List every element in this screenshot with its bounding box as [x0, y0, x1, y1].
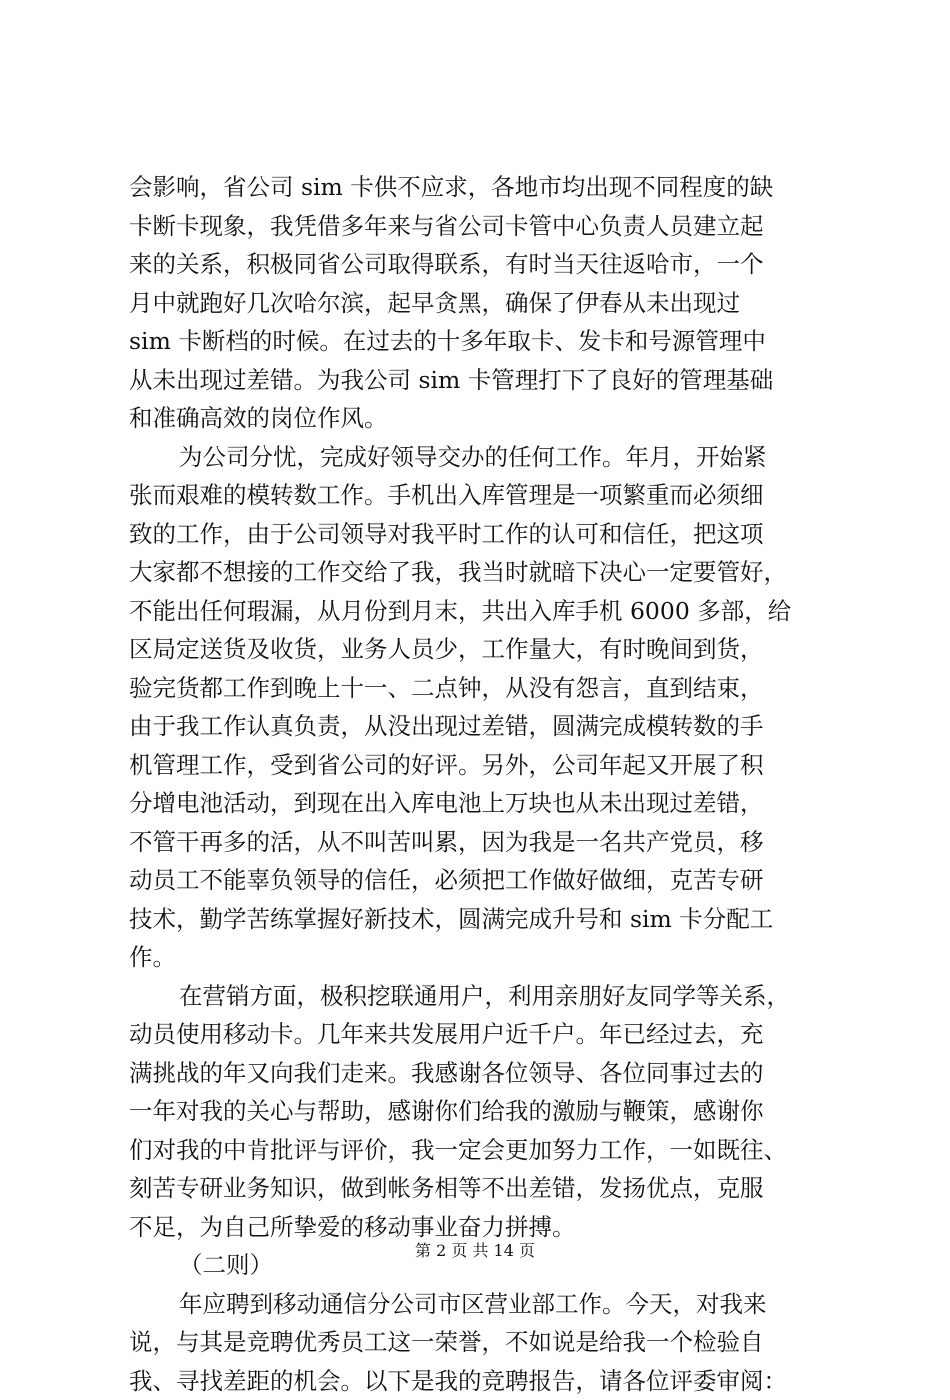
text-line: 一年对我的关心与帮助，感谢你们给我的激励与鞭策，感谢你	[129, 1092, 839, 1131]
paragraph-start-line: 为公司分忧，完成好领导交办的任何工作。年月，开始紧	[129, 438, 839, 477]
section-heading: （二则）	[129, 1246, 839, 1285]
text-line: 来的关系，积极同省公司取得联系，有时当天往返哈市，一个	[129, 245, 839, 284]
text-line: 们对我的中肯批评与评价，我一定会更加努力工作，一如既往、	[129, 1131, 839, 1170]
text-line: 和准确高效的岗位作风。	[129, 399, 839, 438]
text-line: 技术，勤学苦练掌握好新技术，圆满完成升号和 sim 卡分配工	[129, 900, 839, 939]
text-line: 大家都不想接的工作交给了我，我当时就暗下决心一定要管好，	[129, 553, 839, 592]
text-line: 区局定送货及收货，业务人员少，工作量大，有时晚间到货，	[129, 630, 839, 669]
text-line: 动员工不能辜负领导的信任，必须把工作做好做细，克苦专研	[129, 861, 839, 900]
text-line: 致的工作，由于公司领导对我平时工作的认可和信任，把这项	[129, 515, 839, 554]
text-line: 从未出现过差错。为我公司 sim 卡管理打下了良好的管理基础	[129, 361, 839, 400]
text-line: 作。	[129, 938, 839, 977]
text-line: 会影响，省公司 sim 卡供不应求，各地市均出现不同程度的缺	[129, 168, 839, 207]
text-line: 动员使用移动卡。几年来共发展用户近千户。年已经过去，充	[129, 1015, 839, 1054]
text-line: 刻苦专研业务知识，做到帐务相等不出差错，发扬优点，克服	[129, 1169, 839, 1208]
text-line: 机管理工作，受到省公司的好评。另外，公司年起又开展了积	[129, 746, 839, 785]
text-line: 月中就跑好几次哈尔滨，起早贪黑，确保了伊春从未出现过	[129, 284, 839, 323]
text-line: 满挑战的年又向我们走来。我感谢各位领导、各位同事过去的	[129, 1054, 839, 1093]
page-number-footer: 第 2 页 共 14 页	[0, 1240, 950, 1262]
text-line: 不管干再多的活，从不叫苦叫累，因为我是一名共产党员，移	[129, 823, 839, 862]
text-line: 不足，为自己所挚爱的移动事业奋力拼搏。	[129, 1208, 839, 1247]
paragraph-start-line: 年应聘到移动通信分公司市区营业部工作。今天，对我来	[129, 1285, 839, 1324]
text-line: 验完货都工作到晚上十一、二点钟，从没有怨言，直到结束，	[129, 669, 839, 708]
paragraph-start-line: 在营销方面，极积挖联通用户，利用亲朋好友同学等关系，	[129, 977, 839, 1016]
text-line: 由于我工作认真负责，从没出现过差错，圆满完成模转数的手	[129, 707, 839, 746]
body-text	[129, 168, 839, 1400]
text-line: 分增电池活动，到现在出入库电池上万块也从未出现过差错，	[129, 784, 839, 823]
text-line: sim 卡断档的时候。在过去的十多年取卡、发卡和号源管理中	[129, 322, 839, 361]
text-line: 我、寻找差距的机会。以下是我的竞聘报告，请各位评委审阅：	[129, 1362, 839, 1400]
text-line: 张而艰难的模转数工作。手机出入库管理是一项繁重而必须细	[129, 476, 839, 515]
text-line: 不能出任何瑕漏，从月份到月末，共出入库手机 6000 多部，给	[129, 592, 839, 631]
text-line: 说，与其是竞聘优秀员工这一荣誉，不如说是给我一个检验自	[129, 1323, 839, 1362]
text-line: 卡断卡现象，我凭借多年来与省公司卡管中心负责人员建立起	[129, 207, 839, 246]
